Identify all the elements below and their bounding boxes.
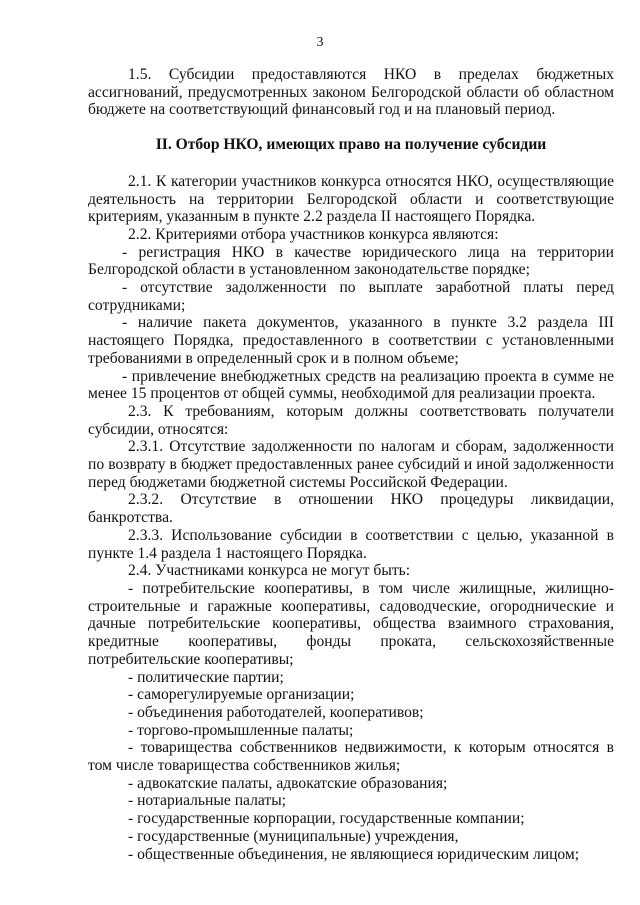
paragraph-2-3-3: 2.3.3. Использование субсидии в соответствии с целью, указанной в пункте 1.4 раздела 1 настоящего Порядка. bbox=[88, 526, 614, 562]
exclusion-item: - политические партии; bbox=[128, 668, 284, 686]
section-title: II. Отбор НКО, имеющих право на получение субсидии bbox=[155, 136, 547, 154]
page-number: 3 bbox=[316, 35, 324, 50]
exclusion-item: - объединения работодателей, кооперативов; bbox=[128, 703, 424, 721]
document-body bbox=[88, 66, 614, 863]
exclusion-item: - товарищества собственников недвижимости, к которым относятся в том числе товарищества собственников жилья; bbox=[88, 739, 614, 775]
criteria-item: - регистрация НКО в качестве юридического лица на территории Белгородской области в установленном законодательстве порядке; bbox=[88, 243, 614, 279]
exclusion-item: - потребительские кооперативы, в том числе жилищные, жилищно-строительные и гаражные кооперативы, садоводческие, огороднические и дачные потребительские кооперативы, общества взаимного страхования, кредитные кооперативы, фонды проката, сельскохозяйственные потребительские кооперативы; bbox=[88, 579, 614, 668]
paragraph-1-5: 1.5. Субсидии предоставляются НКО в пределах бюджетных ассигнований, предусмотренных законом Белгородской области об областном бюджете на соответствующий финансовый год и на плановый период. bbox=[88, 66, 614, 119]
criteria-item: - привлечение внебюджетных средств на реализацию проекта в сумме не менее 15 процентов от общей суммы, необходимой для реализации проекта. bbox=[88, 367, 614, 403]
paragraph-2-2: 2.2. Критериями отбора участников конкурса являются: bbox=[128, 225, 499, 243]
exclusion-item: - нотариальные палаты; bbox=[128, 792, 287, 810]
paragraph-2-3: 2.3. К требованиям, которым должны соответствовать получатели субсидии, относятся: bbox=[88, 402, 614, 438]
exclusion-item: - общественные объединения, не являющиеся юридическим лицом; bbox=[128, 845, 580, 863]
criteria-item: - наличие пакета документов, указанного в пункте 3.2 раздела III настоящего Порядка, предоставленного в соответствии с установленными требованиями в определенный срок и в полном объеме; bbox=[88, 314, 614, 367]
paragraph-2-3-1: 2.3.1. Отсутствие задолженности по налогам и сборам, задолженности по возврату в бюджет предоставленных ранее субсидий и иной задолженности перед бюджетами бюджетной системы Российской Федерации. bbox=[88, 438, 614, 491]
exclusion-item: - торгово-промышленные палаты; bbox=[128, 721, 354, 739]
paragraph-2-1: 2.1. К категории участников конкурса относятся НКО, осуществляющие деятельность на территории Белгородской области и соответствующие критериям, указанным в пункте 2.2 раздела II настоящего Порядка. bbox=[88, 172, 614, 226]
paragraph-2-4: 2.4. Участниками конкурса не могут быть: bbox=[128, 562, 411, 580]
exclusion-item: - адвокатские палаты, адвокатские образования; bbox=[128, 774, 448, 792]
paragraph-2-3-2: 2.3.2. Отсутствие в отношении НКО процедуры ликвидации, банкротства. bbox=[88, 491, 614, 527]
exclusion-item: - государственные корпорации, государственные компании; bbox=[128, 810, 525, 828]
exclusion-item: - саморегулируемые организации; bbox=[128, 686, 355, 704]
criteria-item: - отсутствие задолженности по выплате заработной платы перед сотрудниками; bbox=[88, 279, 614, 314]
exclusion-item: - государственные (муниципальные) учреждения, bbox=[128, 827, 459, 845]
